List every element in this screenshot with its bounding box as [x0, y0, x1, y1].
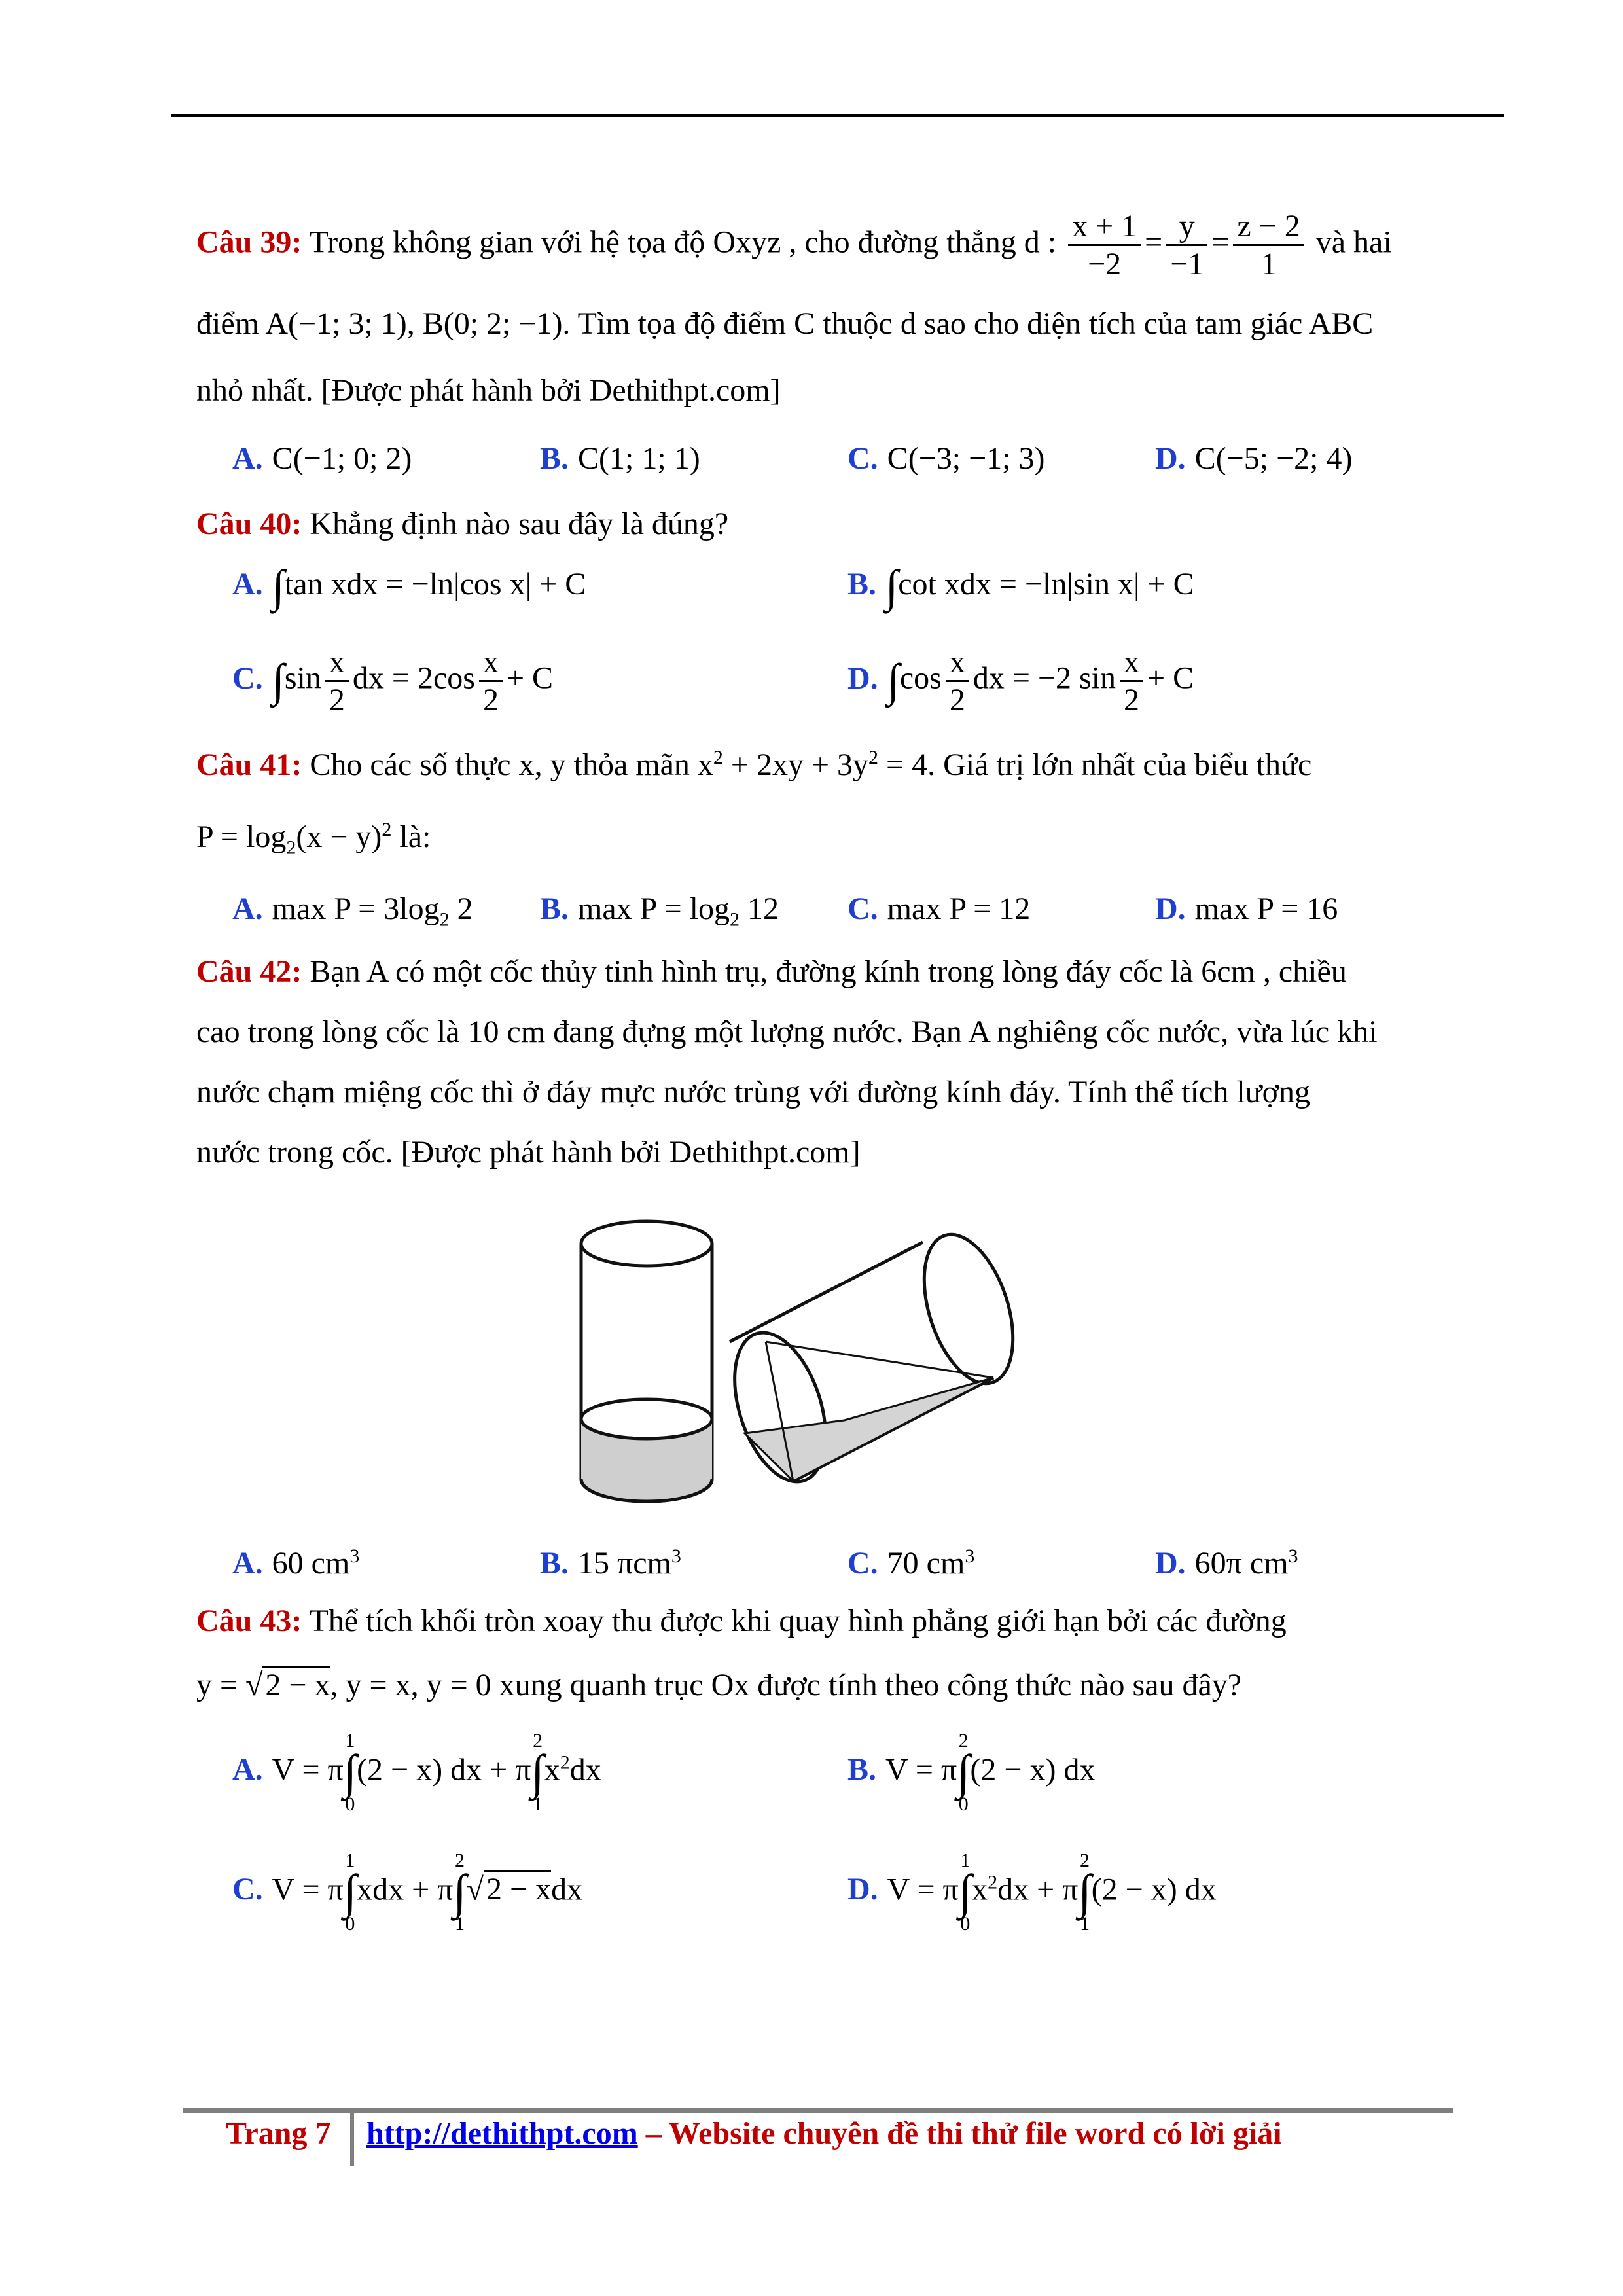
q39-frac-y: $\frac{y}{-1}$ — [1166, 208, 1207, 282]
q39-frac-x: $\frac{x + 1}{-2}$ — [1068, 208, 1141, 282]
q40-line1 — [196, 505, 728, 543]
site-tagline: – Website chuyên đề thi thử file word có lời giải — [637, 2116, 1282, 2151]
q43-label: Câu 43: — [196, 1604, 302, 1638]
q43-line1: Câu 43: Thể tích khối tròn xoay thu được khi quay hình phẳng giới hạn bởi các đường — [196, 1604, 1287, 1638]
footer-divider — [350, 2113, 354, 2166]
q43-option-d: D. V = π 1 ∫ 0 $x^2dx + \pi$ 2 ∫ 1 (2 − x) dx — [847, 1850, 1217, 1935]
integral-0-1: 1 ∫ 0 — [343, 1850, 357, 1935]
q42-option-d: D. 60π $cm^3$ — [1155, 1545, 1298, 1581]
integral-sign: ∫ — [885, 562, 899, 612]
q42-option-c: C. 70 $cm^3$ — [847, 1545, 975, 1581]
q42-line2: cao trong lòng cốc là 10 cm đang đựng một lượng nước. Bạn A nghiêng cốc nước, vừa lúc khi — [196, 1014, 1378, 1049]
q42-option-a: A. 60 $cm^3$ — [232, 1545, 360, 1581]
q39-frac-z: $\frac{z - 2}{1}$ — [1233, 208, 1304, 282]
q42-line4: nước trong cốc. [Được phát hành bởi Dethithpt.com] — [196, 1135, 861, 1170]
integral-1-2: 2 ∫ 1 — [531, 1730, 544, 1815]
page-number: Trang 7 — [226, 2116, 331, 2151]
q42-line3: nước chạm miệng cốc thì ở đáy mực nước trùng với đường kính đáy. Tính thể tích lượng — [196, 1075, 1311, 1109]
q42-line1: Câu 42: Bạn A có một cốc thủy tinh hình trụ, đường kính trong lòng đáy cốc là 6cm , chiều — [196, 954, 1347, 989]
q41-option-b: B. $\max P = \log_2 12$ — [540, 891, 779, 931]
integral-1-2: 2 ∫ 1 — [1078, 1850, 1092, 1935]
q43-option-a: A. V = π 1 ∫ 0 (2 − x) dx + π 2 ∫ 1 $x^2dx$ — [232, 1730, 601, 1815]
q39-line3: nhỏ nhất. [Được phát hành bởi Dethithpt.com] — [196, 373, 781, 408]
q39-line2: điểm A(−1; 3; 1), B(0; 2; −1). Tìm tọa độ điểm C thuộc d sao cho diện tích của tam giác ABC — [196, 306, 1374, 341]
integral-sign: ∫ — [887, 655, 900, 706]
q41-option-c: C. max P = 12 — [847, 891, 1031, 926]
q40-option-a: A. ∫tan xdx = −ln|cos x| + C — [232, 562, 586, 612]
q40-option-c: C. ∫sin $\frac{x}{2}$ dx = 2cos $\frac{x}{2}$ + C — [232, 645, 554, 718]
q41-line2: $P = \log_2(x - y)^2$ là: — [196, 819, 431, 859]
frac-x-2: $\frac{x}{2}$ — [1120, 644, 1143, 718]
q39-option-a: A. C(−1; 0; 2) — [232, 441, 412, 476]
q41-option-a: A. $\max P = 3\log_2$ 2 — [232, 891, 473, 931]
footer-text — [366, 2115, 1282, 2151]
q43-line2: y = √2 − x, y = x, y = 0 xung quanh trục Ox được tính theo công thức nào sau đây? — [196, 1666, 1241, 1704]
q41-line1: Câu 41: Cho các số thực x, y thỏa mãn $x^2 + 2xy + 3y^2 = 4$. Giá trị lớn nhất của biểu thức — [196, 747, 1312, 782]
frac-x-2: $\frac{x}{2}$ — [479, 644, 503, 718]
q39-line1: Câu 39: Trong không gian với hệ tọa độ Oxyz , cho đường thẳng d : $\frac{x + 1}{-2}$ = $\frac{y}{-1}$ = $\frac{z - 2}{1}$ và hai — [196, 209, 1392, 282]
q40-option-d: D. ∫cos $\frac{x}{2}$ dx = −2 sin $\frac{x}{2}$ + C — [847, 645, 1194, 718]
integral-sign: ∫ — [272, 562, 285, 612]
integral-0-1: 1 ∫ 0 — [343, 1730, 357, 1815]
q39-option-d: D. C(−5; −2; 4) — [1155, 441, 1353, 476]
q43-option-c: C. V = π 1 ∫ 0 xdx + π 2 ∫ 1 √2 − xdx — [232, 1850, 583, 1935]
q39-label: Câu 39: — [196, 224, 302, 260]
integral-0-1: 1 ∫ 0 — [958, 1850, 972, 1935]
q40-option-b: B. ∫cot xdx = −ln|sin x| + C — [847, 562, 1194, 612]
q42-option-b: B. 15 πcm$^3$ — [540, 1545, 681, 1581]
header-rule — [171, 114, 1504, 117]
site-link[interactable]: http://dethithpt.com — [366, 2116, 638, 2151]
q43-option-b: B. V = π 2 ∫ 0 (2 − x) dx — [847, 1730, 1096, 1815]
q39-option-b: B. C(1; 1; 1) — [540, 441, 700, 476]
frac-x-2: $\frac{x}{2}$ — [946, 644, 969, 718]
frac-x-2: $\frac{x}{2}$ — [325, 644, 349, 718]
q42-label: Câu 42: — [196, 954, 302, 989]
q40-label: Câu 40: — [196, 507, 302, 541]
q39-intro: Trong không gian với hệ tọa độ Oxyz , cho đường thẳng d : — [309, 224, 1057, 260]
integral-1-2: 2 ∫ 1 — [453, 1850, 467, 1935]
footer-rule — [183, 2108, 1453, 2113]
q39-option-c: C. C(−3; −1; 3) — [847, 441, 1045, 476]
q40-text: Khẳng định nào sau đây là đúng? — [310, 507, 729, 541]
q41-label: Câu 41: — [196, 747, 302, 782]
q41-option-d: D. max P = 16 — [1155, 891, 1338, 926]
integral-0-2: 2 ∫ 0 — [957, 1730, 971, 1815]
q39-tail: và hai — [1315, 224, 1392, 260]
integral-sign: ∫ — [272, 655, 285, 706]
glass-illustration — [569, 1211, 1054, 1512]
